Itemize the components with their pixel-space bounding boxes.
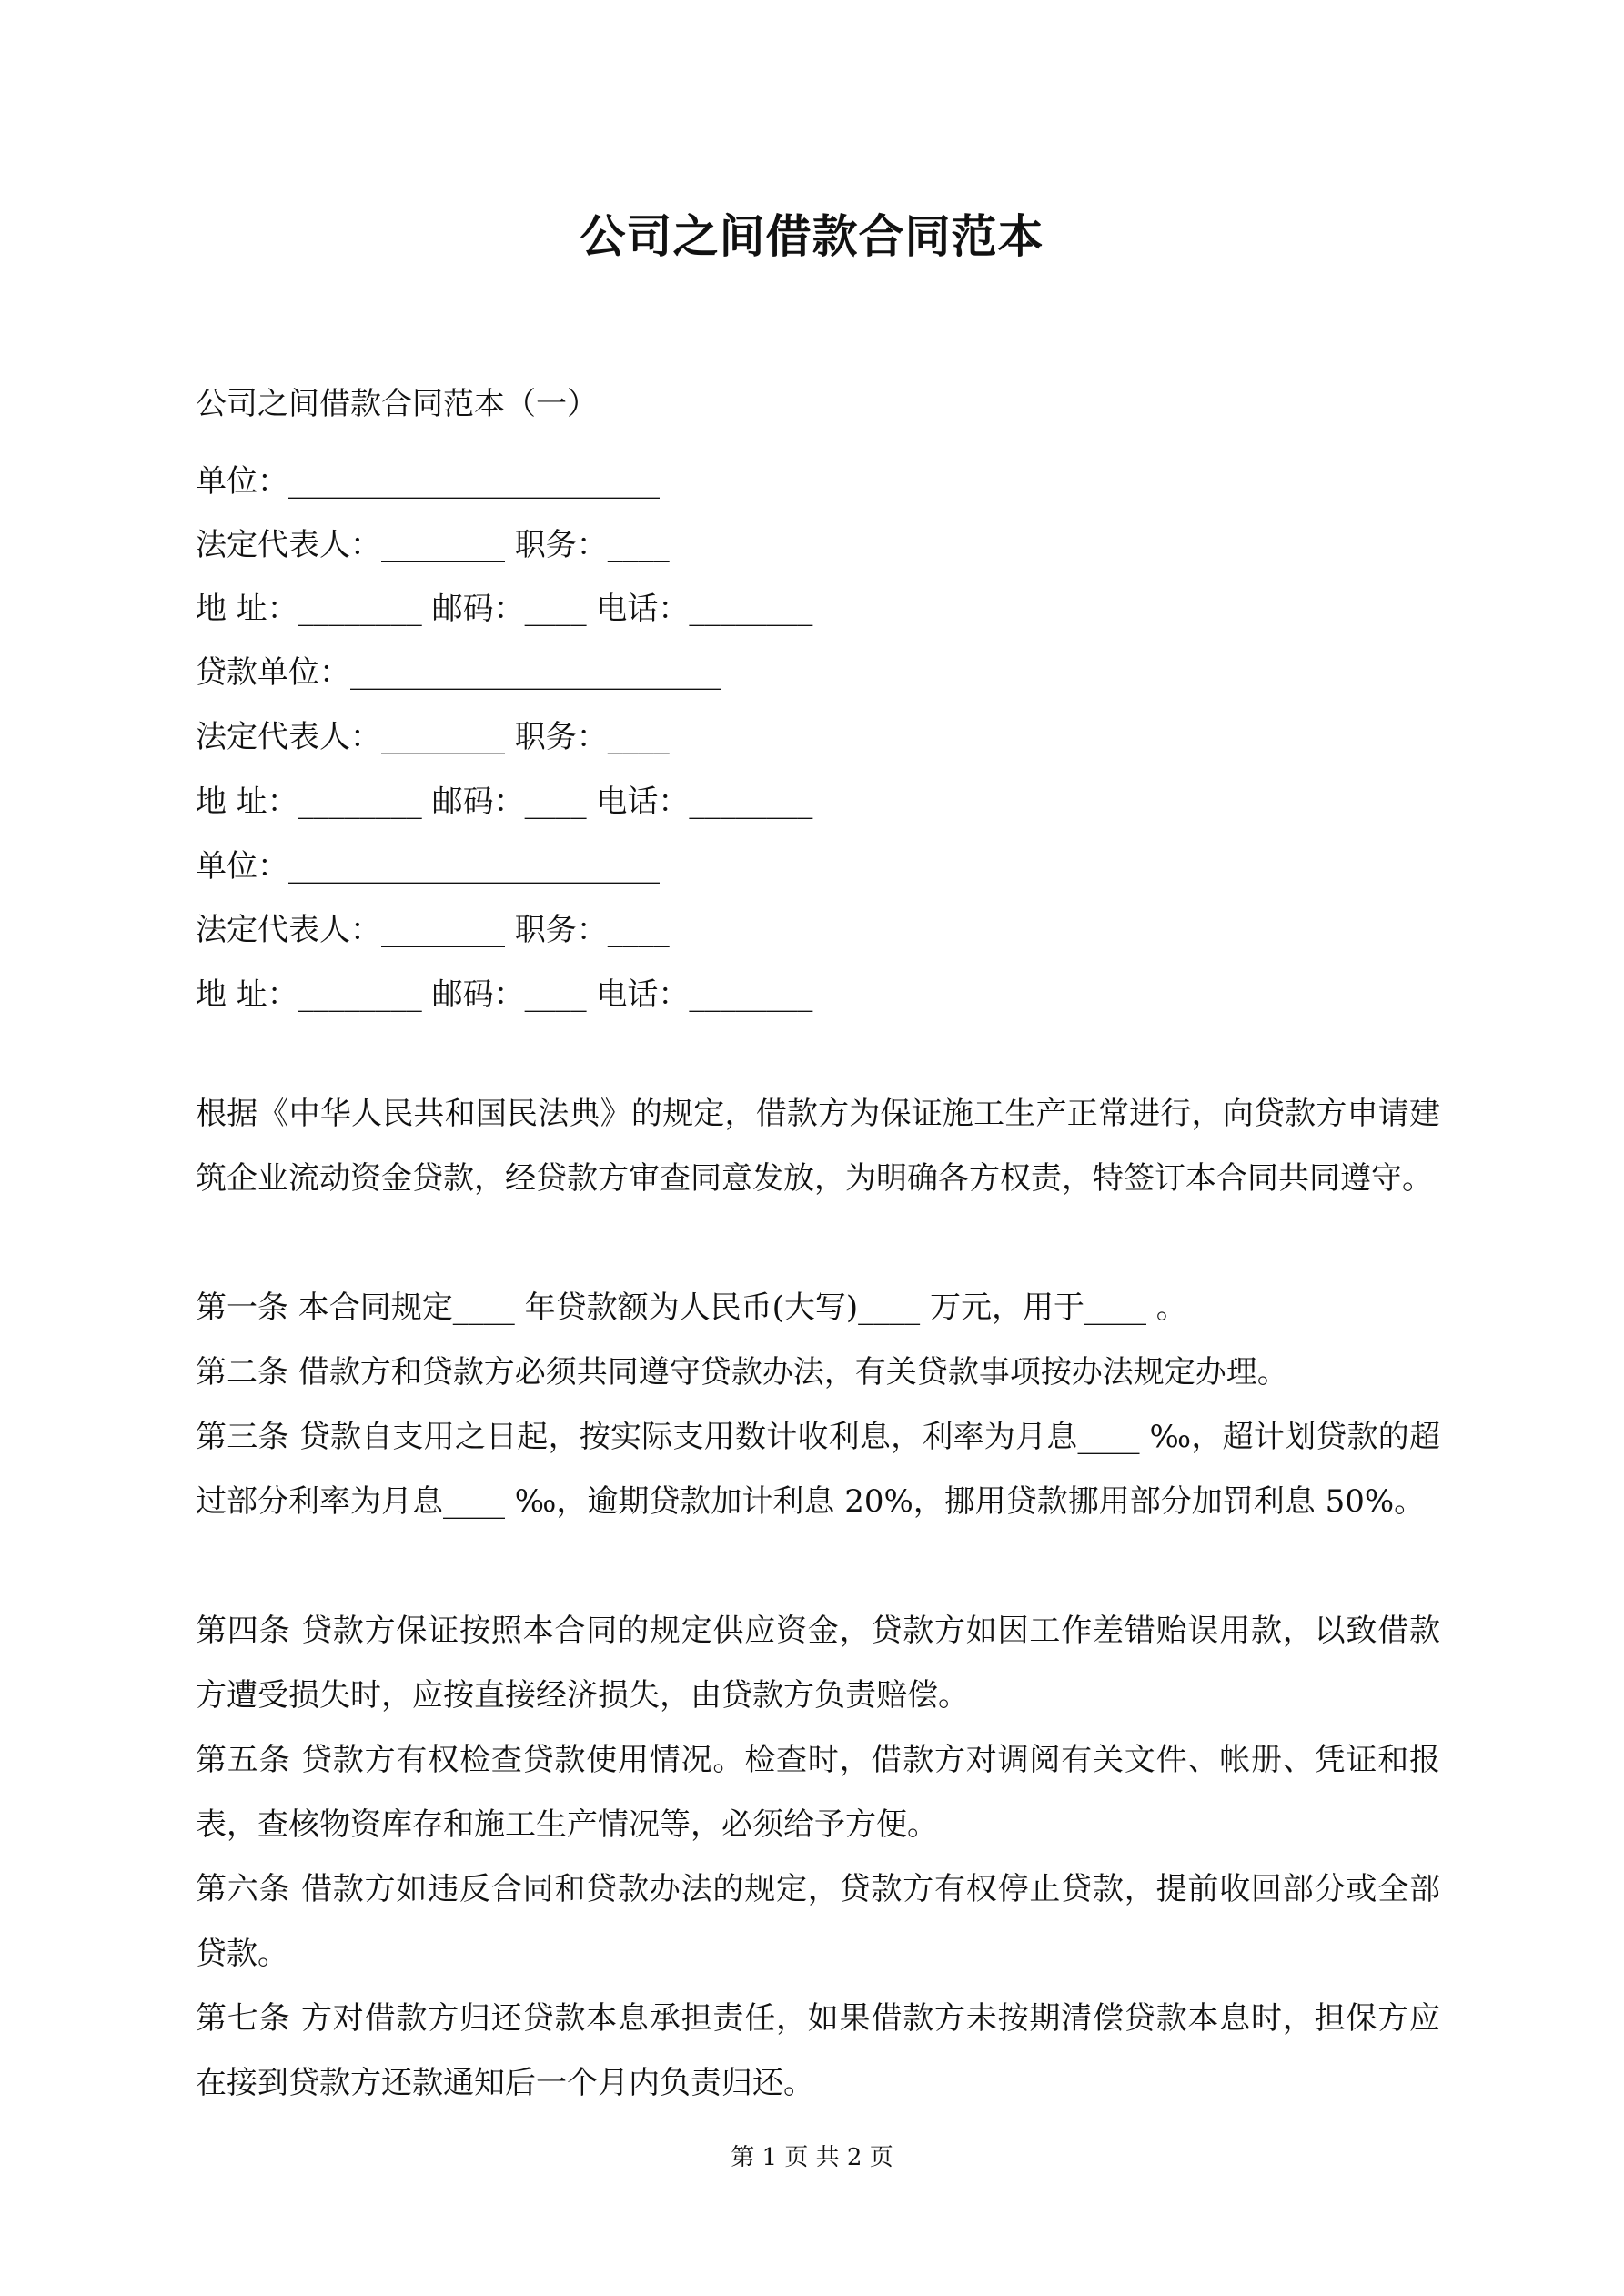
article-3-paragraph: 第三条 贷款自支用之日起，按实际支用数计收利息，利率为月息____ ‰，超计划贷款的超过部分利率为月息____ ‰，逾期贷款加计利息 20%，挪用贷款挪用部分加罚利息 50%。: [196, 1419, 1440, 1520]
page-footer: 第 1 页 共 2 页: [731, 2144, 893, 2171]
article-4-paragraph: 第四条 贷款方保证按照本合同的规定供应资金，贷款方如因工作差错贻误用款，以致借款方遭受损失时，应按直接经济损失，由贷款方负责赔偿。: [196, 1613, 1440, 1714]
preamble-paragraph: 根据《中华人民共和国民法典》的规定，借款方为保证施工生产正常进行，向贷款方申请建筑企业流动资金贷款，经贷款方审查同意发放，为明确各方权责，特签订本合同共同遵守。: [196, 1096, 1440, 1197]
article-6-paragraph: 第六条 借款方如违反合同和贷款办法的规定，贷款方有权停止贷款，提前收回部分或全部贷款。: [196, 1871, 1440, 1972]
lender-unit-line: 贷款单位：________________________: [196, 654, 721, 691]
document-title: 公司之间借款合同范本: [580, 209, 1044, 263]
lender-representative-line: 法定代表人：________ 职务：____: [196, 719, 670, 755]
article-5-paragraph: 第五条 贷款方有权检查贷款使用情况。检查时，借款方对调阅有关文件、帐册、凭证和报表，查核物资库存和施工生产情况等，必须给予方便。: [196, 1742, 1440, 1843]
party-address-line: 地 址：________ 邮码：____ 电话：________: [196, 591, 813, 627]
party-representative-line: 法定代表人：________ 职务：____: [196, 527, 670, 563]
lender-address-line: 地 址：________ 邮码：____ 电话：________: [196, 784, 813, 820]
guarantor-representative-line: 法定代表人：________ 职务：____: [196, 912, 670, 948]
guarantor-unit-line: 单位：________________________: [196, 848, 660, 885]
guarantor-address-line: 地 址：________ 邮码：____ 电话：________: [196, 976, 813, 1013]
party-unit-line: 单位：________________________: [196, 463, 660, 500]
subtitle: 公司之间借款合同范本（一）: [196, 386, 598, 422]
article-2-paragraph: 第二条 借款方和贷款方必须共同遵守贷款办法，有关贷款事项按办法规定办理。: [196, 1354, 1288, 1391]
article-1-paragraph: 第一条 本合同规定____ 年贷款额为人民币(大写)____ 万元，用于____ 。: [196, 1290, 1187, 1326]
article-7-paragraph: 第七条 方对借款方归还贷款本息承担责任，如果借款方未按期清偿贷款本息时，担保方应在接到贷款方还款通知后一个月内负责归还。: [196, 2000, 1440, 2101]
